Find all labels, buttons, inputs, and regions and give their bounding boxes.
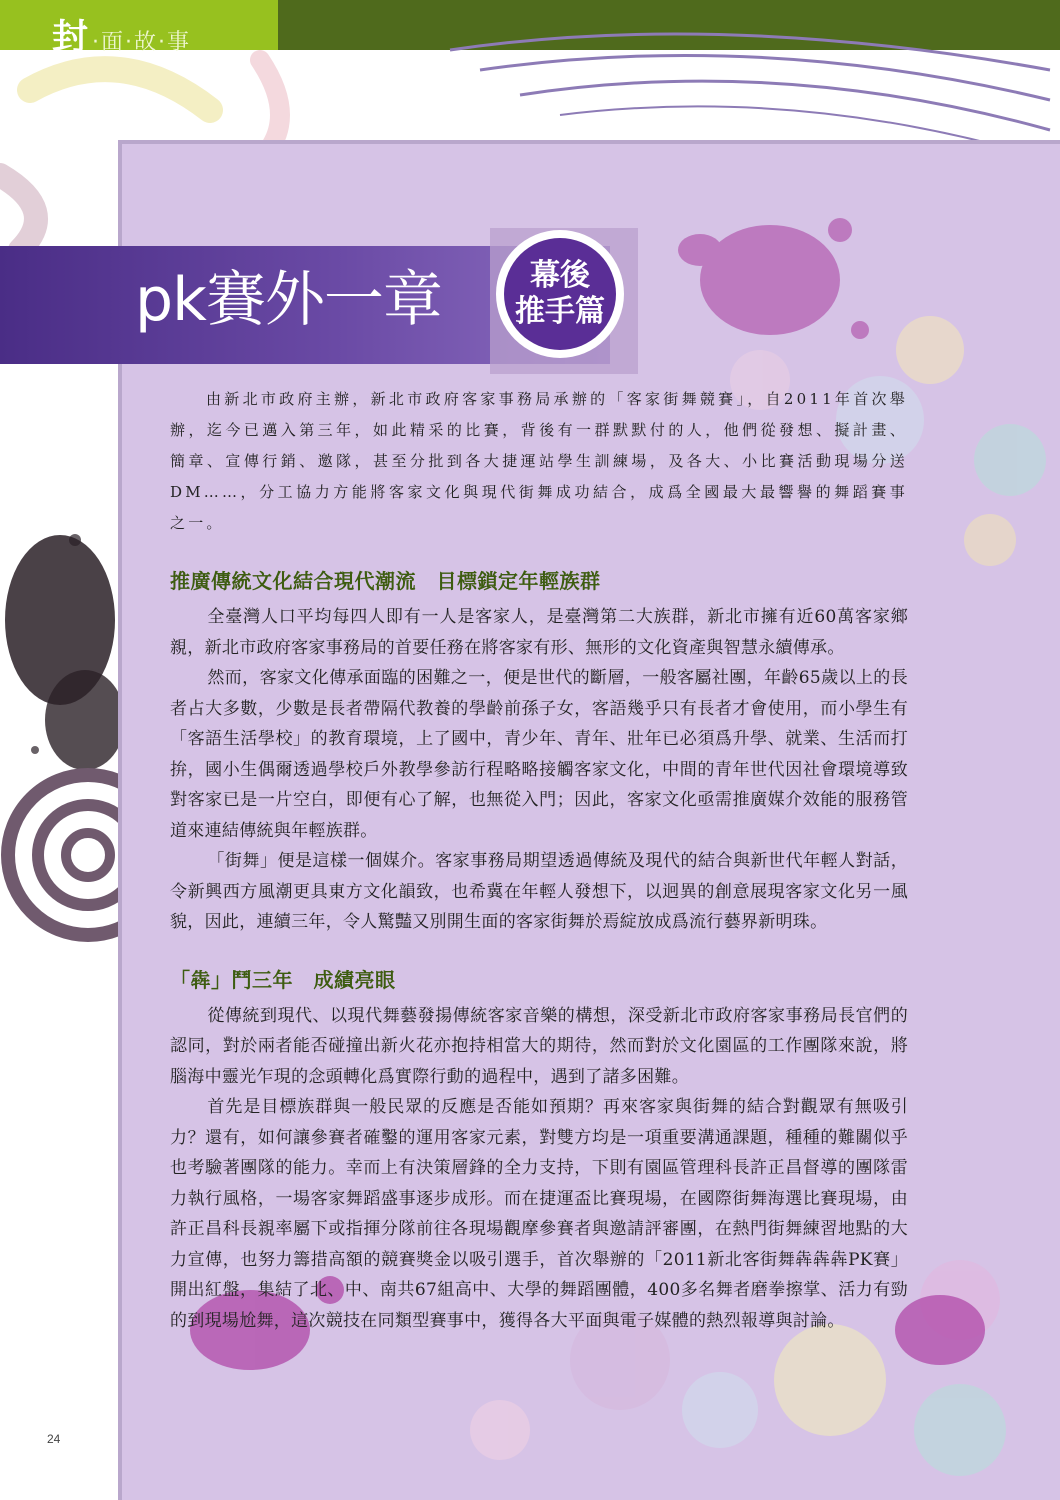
ink-splash-top-right: [678, 218, 869, 339]
section-label-main: 封: [52, 17, 89, 58]
body-paragraph: 然而，客家文化傳承面臨的困難之一，便是世代的斷層，一般客屬社團，年齡65歲以上的長者占大多數，少數是長者帶隔代教養的學齡前孫子女，客語幾乎只有長者才會使用，而小學生有「客語生活學校」的教育環境，上了國中，青少年、青年、壯年已必須爲升學、就業、生活而打拚，國小生偶爾透過學校戶外教學參訪行程略略接觸客家文化，中間的青年世代因社會環境導致對客家已是一片空白，即便有心了解，也無從入門；因此，客家文化亟需推廣媒介效能的服務管道來連結傳統與年輕族群。: [170, 668, 908, 841]
section-label: [52, 18, 191, 58]
title-badge-line1: 幕後: [530, 258, 590, 293]
page-number: 24: [47, 1432, 61, 1446]
section-label-rest: ·面·故·事: [92, 30, 191, 55]
body-paragraph: 首先是目標族群與一般民眾的反應是否能如預期？再來客家與街舞的結合對觀眾有無吸引力？還有，如何讓參賽者確鑿的運用客家元素，對雙方均是一項重要溝通課題，種種的難關似乎也考驗著團隊的能力。幸而上有決策層鋒的全力支持，下則有園區管理科長許正昌督導的團隊雷力執行風格，一場客家舞蹈盛事逐步成形。而在捷運盃比賽現場，在國際街舞海選比賽現場，由許正昌科長親率屬下或指揮分隊前往各現場觀摩參賽者與邀請評審團，在熱門街舞練習地點的大力宣傳，也努力籌措高額的競賽獎金以吸引選手，首次舉辦的「2011新北客街舞犇犇犇PK賽」開出紅盤，集結了北、中、南共67組高中、大學的舞蹈團體，400多名舞者磨拳擦掌、活力有勁的到現場尬舞，這次競技在同類型賽事中，獲得各大平面與電子媒體的熱烈報導與討論。: [170, 1097, 908, 1331]
section-heading: 「犇」鬥三年 成績亮眼: [170, 967, 396, 992]
body-paragraph: 「街舞」便是這樣一個媒介。客家事務局期望透過傳統及現代的結合與新世代年輕人對話，令新興西方風潮更具東方文化韻致，也希冀在年輕人發想下，以迥異的創意展現客家文化另一風貌，因此，連續三年，令人驚豔又別開生面的客家街舞於焉綻放成爲流行藝界新明珠。: [170, 851, 908, 932]
article-body: [170, 384, 908, 1336]
section-heading: 推廣傳統文化結合現代潮流 目標鎖定年輕族群: [170, 569, 601, 593]
title-badge-line2: 推手篇: [515, 294, 605, 329]
article-title: pk賽外一章: [135, 265, 442, 335]
body-paragraph: 從傳統到現代、以現代舞藝發揚傳統客家音樂的構想，深受新北市政府客家事務局長官們的認同，對於兩者能否碰撞出新火花亦抱持相當大的期待，然而對於文化園區的工作團隊來說，將腦海中靈光乍現的念頭轉化爲實際行動的過程中，遇到了諸多困難。: [170, 1005, 908, 1087]
body-paragraph: 全臺灣人口平均每四人即有一人是客家人，是臺灣第二大族群，新北市擁有近60萬客家鄉親，新北市政府客家事務局的首要任務在將客家有形、無形的文化資產與智慧永續傳承。: [170, 607, 908, 658]
intro-paragraph: 由新北市政府主辦，新北市政府客家事務局承辦的「客家街舞競賽」，自2011年首次舉辦，迄今已邁入第三年，如此精采的比賽，背後有一群默默付的人，他們從發想、擬計畫、簡章、宣傳行銷、邀隊，甚至分批到各大捷運站學生訓練場，及各大、小比賽活動現場分送DM……，分工協力方能將客家文化與現代街舞成功結合，成爲全國最大最響譽的舞蹈賽事之一。: [170, 390, 908, 532]
title-badge: [504, 238, 616, 350]
